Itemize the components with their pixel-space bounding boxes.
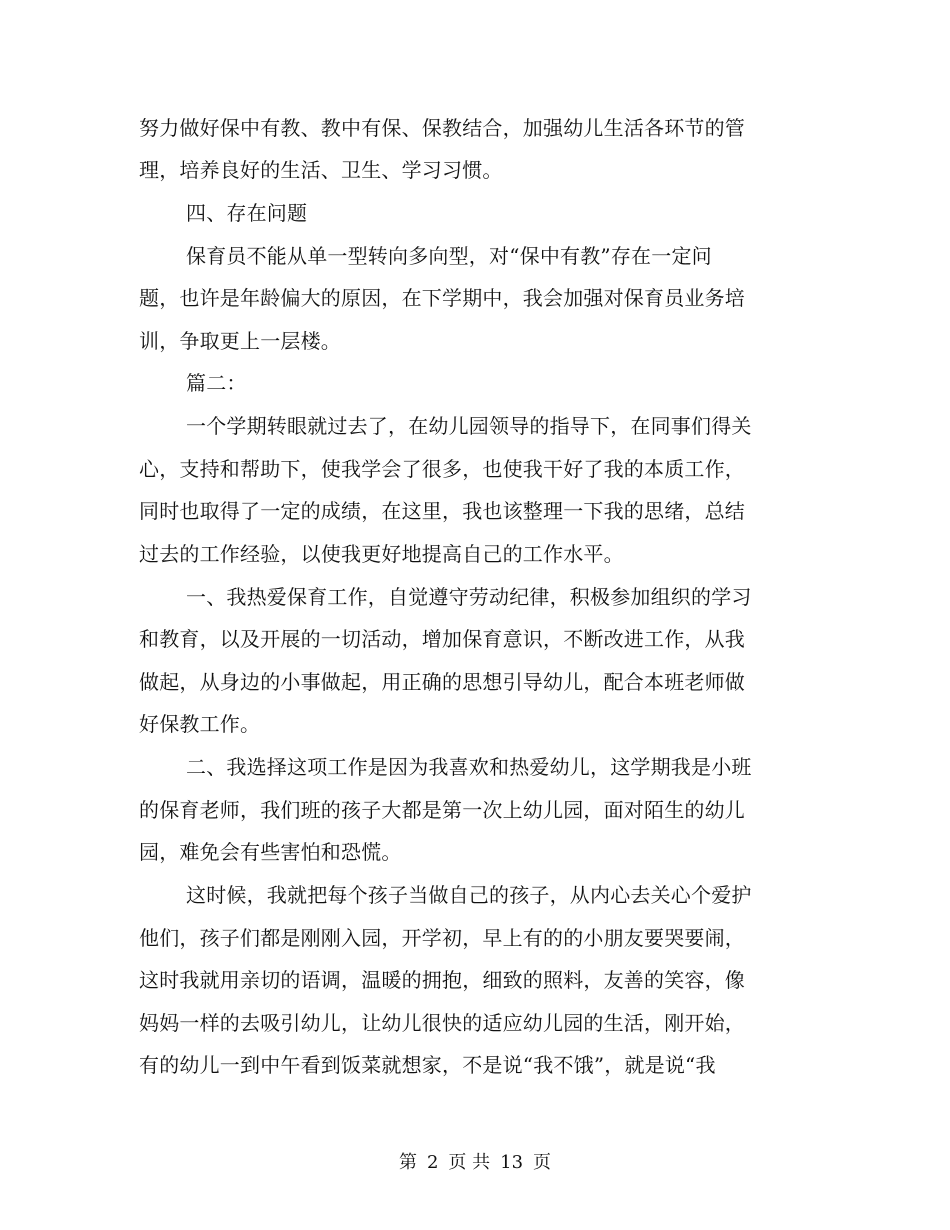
- page-footer: [0, 1148, 950, 1178]
- text-line: 他们，孩子们都是刚刚入园，开学初，早上有的的小朋友要哭要闹，: [139, 926, 745, 950]
- text-line: 和教育，以及开展的一切活动，增加保育意识，不断改进工作，从我: [139, 627, 745, 651]
- text-line: 努力做好保中有教、教中有保、保教结合，加强幼儿生活各环节的管: [139, 116, 745, 140]
- page-middle-text: 页 共: [448, 1152, 491, 1173]
- text-line: 这时我就用亲切的语调，温暖的拥抱，细致的照料，友善的笑容，像: [139, 968, 745, 992]
- section-heading: 四、存在问题: [186, 201, 308, 225]
- section-heading: 篇二：: [186, 371, 247, 395]
- text-line: 有的幼儿一到中午看到饭菜就想家，不是说“我不饿”，就是说“我: [139, 1053, 716, 1077]
- text-line: 妈妈一样的去吸引幼儿，让幼儿很快的适应幼儿园的生活，刚开始，: [139, 1011, 745, 1035]
- text-line: 二、我选择这项工作是因为我喜欢和热爱幼儿，这学期我是小班: [186, 755, 752, 779]
- text-line: 做起，从身边的小事做起，用正确的思想引导幼儿，配合本班老师做: [139, 670, 745, 694]
- text-line: 的保育老师，我们班的孩子大都是第一次上幼儿园，面对陌生的幼儿: [139, 798, 745, 822]
- text-line: 园，难免会有些害怕和恐慌。: [139, 840, 402, 864]
- text-line: 好保教工作。: [139, 712, 261, 736]
- page-prefix: 第: [398, 1152, 417, 1173]
- current-page-number: 2: [426, 1152, 439, 1173]
- text-line: 训，争取更上一层楼。: [139, 329, 341, 353]
- total-page-count: 13: [500, 1152, 524, 1173]
- text-line: 理，培养良好的生活、卫生、学习习惯。: [139, 158, 503, 182]
- text-line: 一个学期转眼就过去了，在幼儿园领导的指导下，在同事们得关: [186, 414, 752, 438]
- text-line: 同时也取得了一定的成绩，在这里，我也该整理一下我的思绪，总结: [139, 499, 745, 523]
- text-line: 过去的工作经验，以使我更好地提高自己的工作水平。: [139, 542, 624, 566]
- text-line: 保育员不能从单一型转向多向型，对“保中有教”存在一定问: [186, 244, 712, 268]
- text-line: 一、我热爱保育工作，自觉遵守劳动纪律，积极参加组织的学习: [186, 585, 752, 609]
- page-suffix: 页: [533, 1152, 552, 1173]
- text-line: 题，也许是年龄偏大的原因，在下学期中，我会加强对保育员业务培: [139, 286, 745, 310]
- text-line: 这时候，我就把每个孩子当做自己的孩子，从内心去关心个爱护: [186, 883, 752, 907]
- text-line: 心，支持和帮助下，使我学会了很多，也使我干好了我的本质工作，: [139, 457, 745, 481]
